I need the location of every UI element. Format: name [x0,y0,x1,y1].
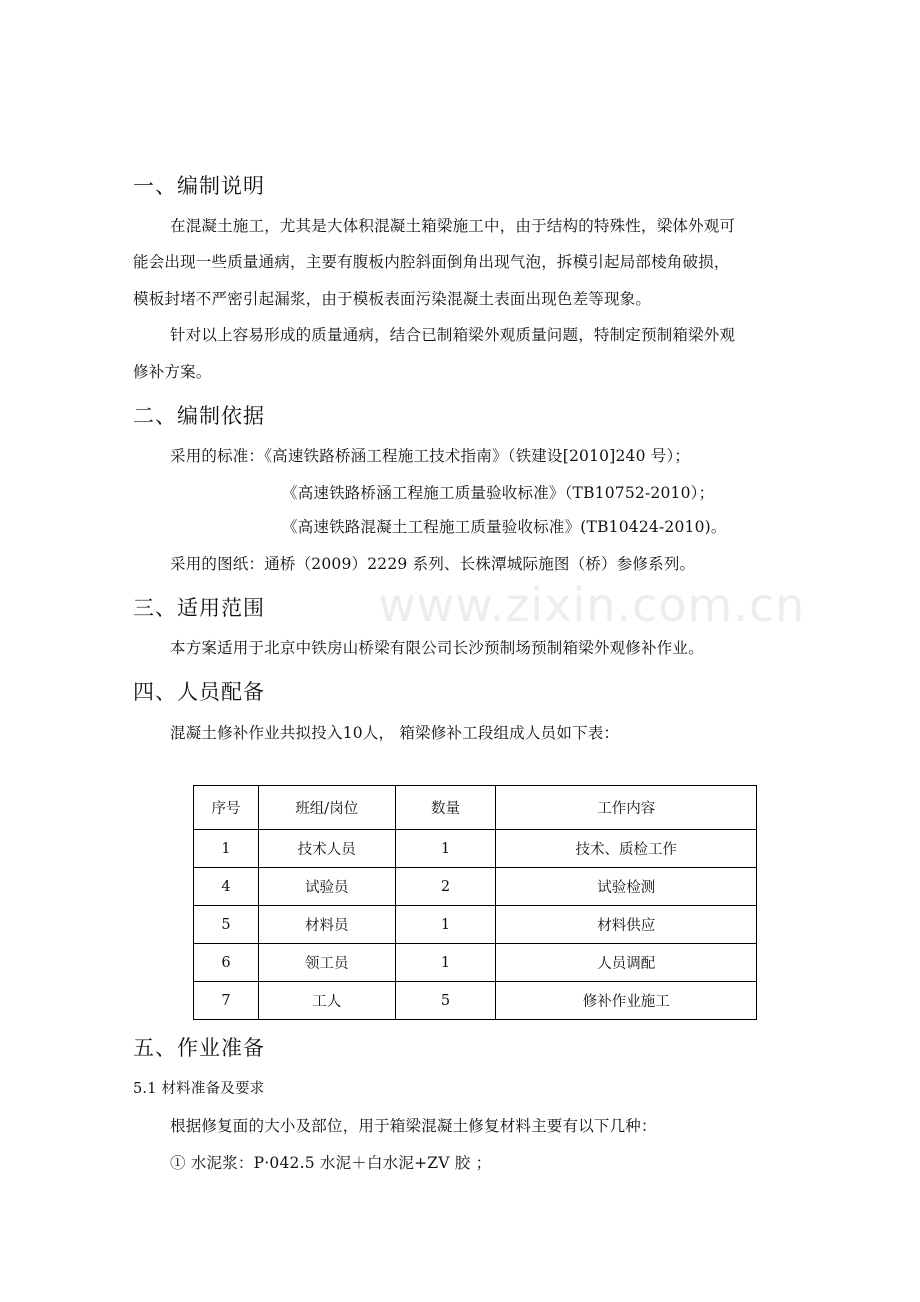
standard-line: 《高速铁路桥涵工程施工质量验收标准》（TB10752-2010）； [282,484,715,502]
table-row [194,830,757,868]
paragraph-line: 能会出现一些质量通病，主要有腹板内腔斜面倒角出现气泡，拆模引起局部棱角破损， [133,253,730,271]
paragraph-line: 本方案适用于北京中铁房山桥梁有限公司长沙预制场预制箱梁外观修补作业。 [170,639,704,657]
table-cell: 试验检测 [496,868,757,906]
standard-line: 采用的标准：《高速铁路桥涵工程施工技术指南》（铁建设[2010]240 号）； [170,447,691,465]
section-heading-1: 一、编制说明 [133,174,265,198]
section-heading-3: 三、适用范围 [133,596,265,620]
table-row [194,982,757,1020]
table-cell: 工人 [258,982,395,1020]
table-cell: 1 [395,944,496,982]
table-header-row [194,786,757,830]
table-cell: 材料员 [258,906,395,944]
table-cell: 7 [194,982,259,1020]
paragraph-line: 模板封堵不严密引起漏浆，由于模板表面污染混凝土表面出现色差等现象。 [133,290,652,308]
table-cell: 1 [395,830,496,868]
table-header-cell: 序号 [194,786,259,830]
watermark: www.zixin.com.cn [378,578,806,632]
paragraph-line: 混凝土修补作业共拟投入10人， 箱梁修补工段组成人员如下表： [170,724,620,742]
list-item: ① 水泥浆：P·042.5 水泥＋白水泥+ZV 胶 ； [170,1154,492,1172]
table-cell: 5 [194,906,259,944]
table-cell: 1 [194,830,259,868]
table-header-cell: 工作内容 [496,786,757,830]
table-cell: 试验员 [258,868,395,906]
subsection-heading: 5.1 材料准备及要求 [133,1081,265,1097]
table-cell: 材料供应 [496,906,757,944]
table-row [194,906,757,944]
staff-table [193,785,757,1020]
drawings-line: 采用的图纸：通桥（2009）2229 系列、长株潭城际施图（桥）参修系列。 [170,555,696,573]
table-cell: 技术、质检工作 [496,830,757,868]
table-row [194,944,757,982]
table-cell: 5 [395,982,496,1020]
paragraph-line: 在混凝土施工，尤其是大体积混凝土箱梁施工中，由于结构的特殊性，梁体外观可 [170,217,736,235]
paragraph-line: 修补方案。 [133,363,212,381]
paragraph-line: 针对以上容易形成的质量通病，结合已制箱梁外观质量问题，特制定预制箱梁外观 [170,326,736,344]
table-cell: 人员调配 [496,944,757,982]
section-heading-5: 五、作业准备 [133,1036,265,1060]
table-cell: 2 [395,868,496,906]
section-heading-4: 四、人员配备 [133,680,265,704]
section-heading-2: 二、编制依据 [133,404,265,428]
table-header-cell: 班组/岗位 [258,786,395,830]
paragraph-line: 根据修复面的大小及部位，用于箱梁混凝土修复材料主要有以下几种： [170,1117,657,1135]
table-cell: 1 [395,906,496,944]
table-cell: 修补作业施工 [496,982,757,1020]
table-cell: 领工员 [258,944,395,982]
table-cell: 6 [194,944,259,982]
table-row [194,868,757,906]
table-cell: 技术人员 [258,830,395,868]
table-cell: 4 [194,868,259,906]
standard-line: 《高速铁路混凝土工程施工质量验收标准》(TB10424-2010)。 [282,518,727,536]
table-header-cell: 数量 [395,786,496,830]
